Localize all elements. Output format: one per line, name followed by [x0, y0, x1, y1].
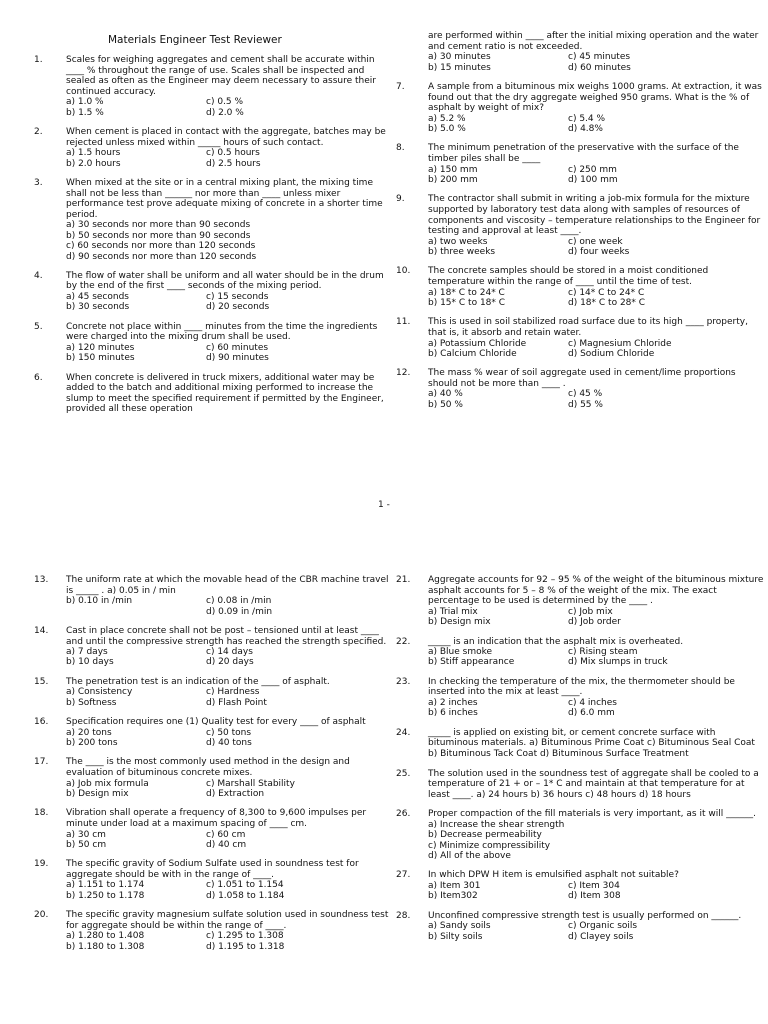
answer-options: [34, 343, 392, 364]
question-item: [34, 575, 392, 617]
question-text: The ____ is the most commonly used method in the design and evaluation of bituminous concrete mixes.: [66, 757, 350, 779]
answer-option: b) 15 minutes: [428, 62, 491, 73]
question-item: [34, 757, 392, 799]
answer-option: a) Sandy soils: [428, 921, 491, 932]
answer-option: a) 30 seconds nor more than 90 seconds: [66, 220, 251, 231]
answer-option: a) Item 301: [428, 880, 481, 891]
question-item: [396, 911, 766, 942]
answer-options: [396, 237, 766, 258]
question-number: 13.: [34, 575, 49, 585]
question-item: [396, 728, 766, 760]
answer-option: b) Design mix: [66, 788, 129, 799]
question-item: [396, 575, 766, 628]
answer-option: d) 1.058 to 1.184: [206, 890, 285, 901]
answer-option: c) 45 %: [568, 389, 603, 400]
answer-options: [396, 698, 766, 719]
question-item: [34, 178, 392, 262]
answer-option: a) 7 days: [66, 647, 108, 658]
answer-option: d) Clayey soils: [568, 931, 634, 942]
answer-option: b) Silty soils: [428, 931, 483, 942]
answer-option: c) Hardness: [206, 687, 260, 698]
question-text: The uniform rate at which the movable head of the CBR machine travel is _____ . a) 0.05 in / min: [66, 575, 389, 596]
answer-option: b) 5.0 %: [428, 124, 466, 135]
question-number: 9.: [396, 194, 405, 205]
answer-options: [34, 779, 392, 800]
answer-option: c) Rising steam: [568, 647, 638, 658]
answer-option: d) Mix slumps in truck: [568, 657, 668, 668]
question-text: Unconfined compressive strength test is usually performed on ______.: [428, 910, 742, 921]
answer-option: d) 55 %: [568, 399, 603, 410]
answer-option: c) 1.051 to 1.154: [206, 880, 284, 891]
page2-right-column: [396, 575, 766, 951]
question-text: In checking the temperature of the mix, the thermometer should be inserted into the mix at least ____.: [428, 676, 735, 698]
question-text: The mass % wear of soil aggregate used in cement/lime proportions should not be more than ____ .: [428, 368, 736, 389]
answer-options: [396, 165, 766, 186]
answer-option: d) 100 mm: [568, 174, 618, 185]
answer-options: [396, 389, 766, 410]
answer-option: b) 150 minutes: [66, 353, 135, 364]
answer-option: c) 0.5 %: [206, 97, 244, 108]
question-text: A sample from a bituminous mix weighs 1000 grams. At extraction, it was found out that the dry aggregate weighed 950 grams. What is the % of asphalt by weight of mix?: [428, 81, 762, 114]
question-item: [34, 322, 392, 364]
answer-option: d) Job order: [568, 617, 621, 628]
question-text: The contractor shall submit in writing a job-mix formula for the mixture supported by laboratory test data along with samples of resources of components and viscosity – temperature relationships to the Engineer for testing and approval at least ____.: [428, 194, 761, 237]
question-number: 23.: [396, 676, 411, 687]
answer-option: a) two weeks: [428, 236, 488, 247]
question-text: are performed within ____ after the initial mixing operation and the water and cement ratio is not exceeded.: [428, 31, 759, 52]
answer-option: c) Minimize compressibility: [428, 840, 551, 851]
question-text: When cement is placed in contact with the aggregate, batches may be rejected unless mixed within _____ hours of such contact.: [66, 127, 386, 148]
question-number: 25.: [396, 768, 411, 779]
question-text: The flow of water shall be uniform and all water should be in the drum by the end of the first ____ seconds of the mixing period.: [66, 270, 384, 292]
question-text: The penetration test is an indication of the ____ of asphalt.: [66, 676, 330, 687]
answer-option: a) 40 %: [428, 389, 463, 400]
answer-option: d) 20 seconds: [206, 302, 270, 313]
answer-option: a) 1.280 to 1.408: [66, 931, 145, 942]
question-number: 5.: [34, 321, 43, 332]
answer-option: b) 10 days: [66, 657, 114, 668]
answer-option: a) 18* C to 24* C: [428, 287, 505, 298]
answer-options: [34, 880, 392, 901]
answer-options: [34, 830, 392, 851]
answer-options: [34, 148, 392, 169]
answer-option: b) Decrease permeability: [428, 830, 542, 841]
answer-option: b) 6 inches: [428, 708, 478, 719]
answer-option: b) 50 %: [428, 399, 463, 410]
answer-option: d) Sodium Chloride: [568, 348, 655, 359]
answer-option: a) Consistency: [66, 687, 133, 698]
question-number: 4.: [34, 270, 43, 281]
answer-option: c) 14 days: [206, 647, 253, 658]
answer-option: a) Blue smoke: [428, 647, 493, 658]
question-number: 28.: [396, 910, 411, 921]
answer-option: c) 250 mm: [568, 164, 617, 175]
question-item: [34, 859, 392, 901]
answer-option: c) Job mix: [568, 606, 613, 617]
answer-option: b) 200 mm: [428, 174, 478, 185]
answer-options: [34, 728, 392, 749]
question-item: [34, 127, 392, 169]
answer-option: [66, 607, 206, 608]
answer-option: a) 150 mm: [428, 164, 478, 175]
question-number: 26.: [396, 809, 411, 820]
answer-options: [34, 97, 392, 118]
question-item: [396, 368, 766, 410]
answer-option: b) Item302: [428, 891, 478, 902]
answer-option: d) 2.5 hours: [206, 158, 261, 169]
answer-option: d) 4.8%: [568, 124, 603, 135]
question-number: 3.: [34, 178, 43, 189]
question-text: The solution used in the soundness test of aggregate shall be cooled to a temperature of 21 + or – 1* C and maintain at that temperature for at least ____. a) 24 hours b) 36 hours c) 48 hours d) 18 hours: [428, 768, 759, 800]
answer-option: a) Job mix formula: [66, 778, 149, 789]
answer-option: a) Increase the shear strength: [428, 819, 565, 830]
answer-option: d) Item 308: [568, 891, 621, 902]
question-item: [396, 769, 766, 801]
answer-option: c) 60 cm: [206, 829, 246, 840]
answer-options: [396, 339, 766, 360]
answer-option: c) Marshall Stability: [206, 778, 295, 789]
answer-option: a) 1.151 to 1.174: [66, 880, 145, 891]
question-number: 10.: [396, 266, 411, 277]
answer-options: [396, 114, 766, 135]
question-item: [34, 910, 392, 952]
question-item: [396, 143, 766, 185]
answer-options: [34, 596, 392, 617]
question-item: [34, 55, 392, 118]
answer-options: [396, 881, 766, 902]
answer-option: c) 15 seconds: [206, 292, 269, 303]
question-item: [396, 677, 766, 719]
question-item: [34, 808, 392, 850]
question-number: 22.: [396, 636, 411, 647]
question-text: This is used in soil stabilized road surface due to its high ____ property, that is, it absorb and retain water.: [428, 317, 748, 338]
answer-option: d) 2.0 %: [206, 107, 244, 118]
question-item: [34, 677, 392, 708]
answer-option: b) 0.10 in /min: [66, 596, 133, 607]
answer-option: d) 90 minutes: [206, 353, 269, 364]
answer-option: d) 40 cm: [206, 839, 247, 850]
answer-option: d) 1.195 to 1.318: [206, 941, 285, 952]
question-number: 27.: [396, 870, 411, 881]
answer-option: c) one week: [568, 236, 623, 247]
question-number: 21.: [396, 575, 411, 585]
question-text: Proper compaction of the fill materials is very important, as it will ______.: [428, 809, 756, 820]
answer-option: c) Item 304: [568, 880, 620, 891]
answer-option: d) 0.09 in /min: [206, 606, 273, 617]
page1-right-column: [396, 31, 766, 419]
answer-option: b) 2.0 hours: [66, 158, 121, 169]
answer-option: b) Calcium Chloride: [428, 348, 517, 359]
document-title: Materials Engineer Test Reviewer: [108, 34, 282, 46]
question-number: 16.: [34, 717, 49, 728]
question-number: 24.: [396, 727, 411, 738]
answer-option: b) 1.250 to 1.178: [66, 890, 145, 901]
answer-option: a) Potassium Chloride: [428, 338, 527, 349]
question-number: 17.: [34, 757, 49, 768]
question-item: [34, 717, 392, 748]
question-number: 14.: [34, 625, 49, 636]
answer-option: b) 50 cm: [66, 839, 107, 850]
page-number: 1 -: [378, 500, 390, 510]
answer-option: c) 0.5 hours: [206, 148, 260, 159]
question-item: [396, 82, 766, 135]
answer-option: a) 1.5 hours: [66, 148, 121, 159]
answer-options: [396, 921, 766, 942]
question-text: Concrete not place within ____ minutes from the time the ingredients were charged into the mixing drum shall be used.: [66, 321, 378, 343]
answer-option: c) 50 tons: [206, 727, 252, 738]
answer-option: a) 30 minutes: [428, 52, 491, 63]
answer-option: d) 6.0 mm: [568, 708, 615, 719]
answer-option: c) 4 inches: [568, 698, 617, 709]
question-text: Vibration shall operate a frequency of 8,300 to 9,600 impulses per minute under load at a maximum spacing of ____ cm.: [66, 808, 367, 829]
answer-options: [34, 220, 392, 261]
answer-options: [396, 820, 766, 861]
answer-options: [34, 647, 392, 668]
question-text: Scales for weighing aggregates and cement shall be accurate within ____ % throughout the range of use. Scales shall be inspected and sealed as often as the Engineer may deem necessary to assure their continued accuracy.: [66, 55, 376, 97]
question-number: 15.: [34, 676, 49, 687]
answer-option: c) Organic soils: [568, 921, 638, 932]
question-text: _____ is an indication that the asphalt mix is overheated.: [428, 636, 684, 647]
answer-option: c) 14* C to 24* C: [568, 287, 645, 298]
question-number: 1.: [34, 55, 43, 65]
answer-options: [396, 52, 766, 73]
answer-options: [34, 292, 392, 313]
question-text: The minimum penetration of the preservative with the surface of the timber piles shall be ____: [428, 143, 739, 165]
question-number: 8.: [396, 143, 405, 154]
answer-option: d) 60 minutes: [568, 62, 631, 73]
question-number: 11.: [396, 317, 411, 328]
answer-option: d) 40 tons: [206, 738, 252, 749]
answer-options: [396, 288, 766, 309]
question-text: Aggregate accounts for 92 – 95 % of the weight of the bituminous mixture asphalt accounts for 5 – 8 % of the weight of the mix. The exact percentage to be used is determined by the ____ .: [428, 575, 764, 607]
answer-option: d) Flash Point: [206, 697, 267, 708]
question-number: 19.: [34, 859, 49, 870]
question-text: _____ is applied on existing bit, or cement concrete surface with bituminous materials. a) Bituminous Prime Coat c) Bituminous Seal Coat b) Bituminous Tack Coat d) Bituminous Surface Treatment: [428, 727, 755, 759]
answer-options: [34, 931, 392, 952]
answer-option: c) 1.295 to 1.308: [206, 931, 284, 942]
question-number: 7.: [396, 81, 405, 92]
answer-option: a) 2 inches: [428, 698, 478, 709]
answer-option: a) 5.2 %: [428, 113, 466, 124]
question-text: The specific gravity of Sodium Sulfate used in soundness test for aggregate should be with in the range of ____.: [66, 859, 359, 880]
answer-option: b) 30 seconds: [66, 302, 130, 313]
answer-option: c) Magnesium Chloride: [568, 338, 672, 349]
answer-option: a) Trial mix: [428, 606, 478, 617]
question-text: The concrete samples should be stored in a moist conditioned temperature within the range of ____ until the time of test.: [428, 266, 709, 288]
question-text: When mixed at the site or in a central mixing plant, the mixing time shall not be less than ______ nor more than ____ unless mixer performance test prove adequate mixing of concrete in a shorter time period.: [66, 178, 383, 220]
answer-options: [396, 647, 766, 668]
question-text: Cast in place concrete shall not be post – tensioned until at least ____ and until the compressive strength has reached the strength specified.: [66, 625, 387, 647]
answer-option: c) 0.08 in /min: [206, 596, 272, 607]
answer-option: d) 18* C to 28* C: [568, 298, 646, 309]
question-item: [396, 809, 766, 861]
question-number: 2.: [34, 127, 43, 138]
question-number: 18.: [34, 808, 49, 819]
answer-option: c) 60 seconds nor more than 120 seconds: [66, 241, 256, 252]
question-text: In which DPW H item is emulsified asphalt not suitable?: [428, 870, 679, 881]
answer-option: b) 200 tons: [66, 738, 118, 749]
question-item: [34, 626, 392, 668]
question-text: The specific gravity magnesium sulfate solution used in soundness test for aggregate should be within the range of ____.: [66, 910, 389, 931]
answer-option: b) three weeks: [428, 247, 496, 258]
answer-option: a) 30 cm: [66, 829, 106, 840]
answer-option: d) four weeks: [568, 247, 630, 258]
answer-option: d) All of the above: [428, 851, 511, 862]
answer-option: b) Softness: [66, 697, 117, 708]
question-number: 6.: [34, 372, 43, 383]
answer-option: a) 20 tons: [66, 727, 112, 738]
answer-options: [34, 687, 392, 708]
answer-option: b) Stiff appearance: [428, 657, 515, 668]
answer-option: d) 90 seconds nor more than 120 seconds: [66, 251, 257, 262]
question-item: [396, 31, 766, 73]
answer-option: a) 1.0 %: [66, 97, 104, 108]
answer-option: c) 5.4 %: [568, 113, 606, 124]
page2-left-column: [34, 575, 392, 961]
question-item: [34, 373, 392, 415]
question-item: [396, 194, 766, 257]
answer-option: d) Extraction: [206, 788, 265, 799]
answer-option: a) 120 minutes: [66, 342, 135, 353]
answer-option: c) 45 minutes: [568, 52, 631, 63]
answer-option: d) 20 days: [206, 657, 254, 668]
question-item: [34, 271, 392, 313]
question-number: 12.: [396, 368, 411, 379]
answer-options: [396, 607, 766, 628]
answer-option: c) 60 minutes: [206, 342, 269, 353]
question-item: [396, 870, 766, 901]
answer-option: b) Design mix: [428, 617, 491, 628]
answer-option: b) 50 seconds nor more than 90 seconds: [66, 230, 251, 241]
answer-option: a) 45 seconds: [66, 292, 129, 303]
question-item: [396, 637, 766, 668]
question-number: 20.: [34, 910, 49, 921]
question-item: [396, 266, 766, 308]
answer-option: b) 1.5 %: [66, 107, 104, 118]
question-item: [396, 317, 766, 359]
answer-option: b) 1.180 to 1.308: [66, 941, 145, 952]
answer-option: b) 15* C to 18* C: [428, 298, 506, 309]
page1-left-column: [34, 55, 392, 424]
question-text: When concrete is delivered in truck mixers, additional water may be added to the batch and additional mixing performed to increase the slump to meet the specified requirement if permitted by the Engineer, provided all these operation: [66, 372, 384, 415]
question-text: Specification requires one (1) Quality test for every ____ of asphalt: [66, 717, 366, 728]
